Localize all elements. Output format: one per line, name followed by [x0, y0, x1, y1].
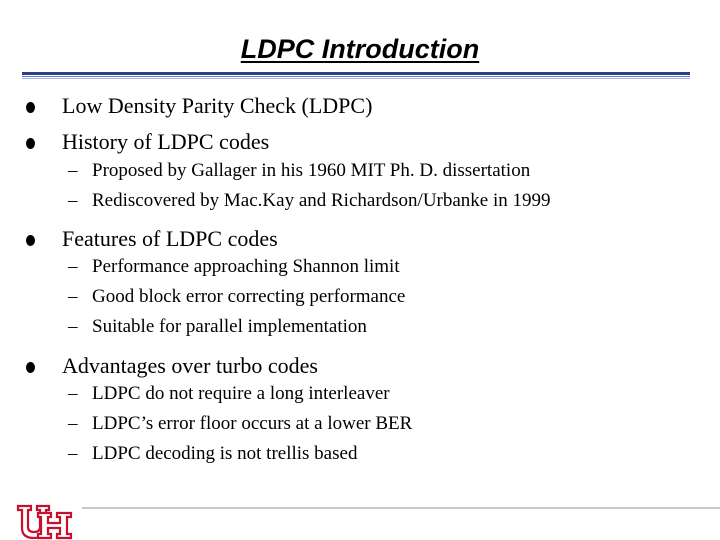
sub-bullet-text: Performance approaching Shannon limit	[92, 256, 400, 277]
dash-bullet-icon: –	[68, 256, 78, 277]
bullet-text: Low Density Parity Check (LDPC)	[62, 93, 373, 118]
sub-bullet-text: Rediscovered by Mac.Kay and Richardson/Urbanke in 1999	[92, 190, 551, 211]
uh-logo-icon	[16, 503, 74, 540]
dash-bullet-icon: –	[68, 316, 78, 337]
dash-bullet-icon: –	[68, 443, 78, 464]
bullet-dot-icon	[26, 102, 35, 113]
footer-rule	[82, 507, 720, 509]
slide-title: LDPC Introduction	[240, 34, 480, 64]
dash-bullet-icon: –	[68, 190, 78, 211]
sub-bullet-text: LDPC do not require a long interleaver	[92, 383, 390, 404]
title-underline-rule-thin	[22, 78, 690, 79]
bullet-text: Advantages over turbo codes	[62, 353, 318, 378]
dash-bullet-icon: –	[68, 383, 78, 404]
dash-bullet-icon: –	[68, 160, 78, 181]
sub-bullet-text: Good block error correcting performance	[92, 286, 406, 307]
sub-bullet-text: Suitable for parallel implementation	[92, 316, 367, 337]
bullet-text: Features of LDPC codes	[62, 226, 278, 251]
sub-bullet-text: LDPC’s error floor occurs at a lower BER	[92, 413, 413, 434]
bullet-dot-icon	[26, 235, 35, 246]
title-underline-rule-thin	[22, 76, 690, 77]
title-underline-rule	[22, 72, 690, 75]
dash-bullet-icon: –	[68, 413, 78, 434]
bullet-dot-icon	[26, 138, 35, 149]
sub-bullet-text: Proposed by Gallager in his 1960 MIT Ph. D. dissertation	[92, 160, 531, 181]
bullet-dot-icon	[26, 362, 35, 373]
bullet-text: History of LDPC codes	[62, 129, 270, 154]
sub-bullet-text: LDPC decoding is not trellis based	[92, 443, 358, 464]
dash-bullet-icon: –	[68, 286, 78, 307]
